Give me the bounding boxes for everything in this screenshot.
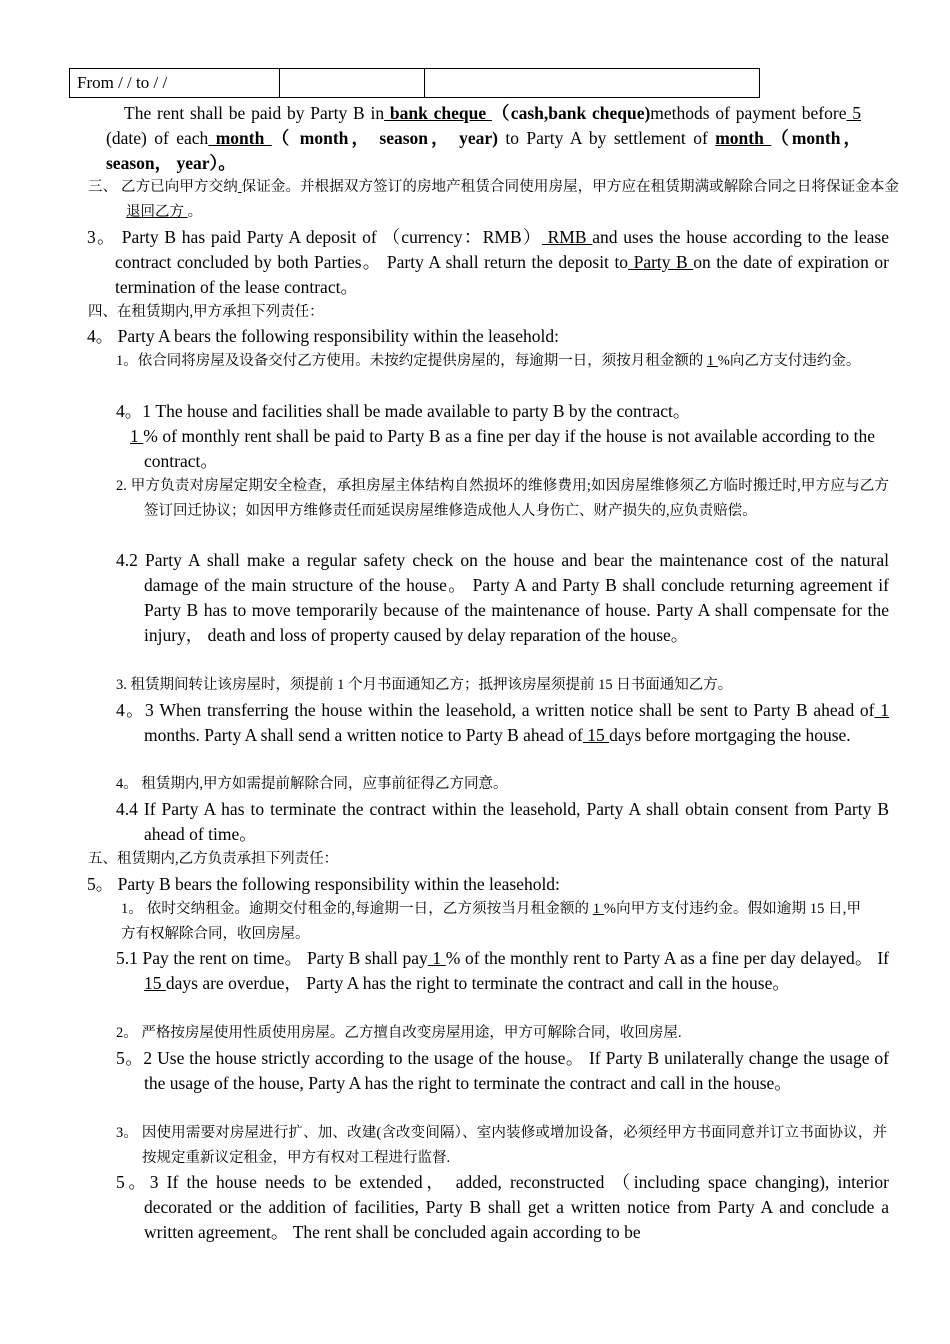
rent-payment-paragraph: The rent shall be paid by Party B in bank cheque （cash,bank cheque)methods of payment before 5 (date) of each month （ month， season， year) to Party A by settlement of month （month， season， year）。	[106, 103, 862, 173]
clause-4-2-zh: 2. 甲方负责对房屋定期安全检查，承担房屋主体结构自然损坏的维修费用;如因房屋维修须乙方临时搬迁时,甲方应与乙方签订回迁协议；如因甲方维修责任而延误房屋维修造成他人人身伤亡、财产损失的,应负责赔偿。	[116, 478, 889, 519]
clause-4-1-zh: 1。依合同将房屋及设备交付乙方使用。未按约定提供房屋的，每逾期一日，须按月租金额的 1 %向乙方支付违约金。	[116, 353, 861, 369]
clause-4-4-en: 4.4 If Party A has to terminate the contract within the leasehold, Party A shall obtain consent from Party B ahead of time。	[116, 799, 889, 844]
clause-5-1-zh: 1。 依时交纳租金。逾期交付租金的,每逾期一日，乙方须按当月租金额的 1 %向甲方支付违约金。假如逾期 15 日,甲方有权解除合同，收回房屋。	[121, 901, 862, 942]
clause-4-3-en: 4。3 When transferring the house within the leasehold, a written notice shall be sent to Party B ahead of 1 months. Party A shall send a written notice to Party B ahead of 15 days before mortgaging the house.	[116, 700, 889, 745]
clause-4-3-zh: 3. 租赁期间转让该房屋时，须提前 1 个月书面通知乙方；抵押该房屋须提前 15 日书面通知乙方。	[116, 677, 733, 693]
date-range-cell: From / / to / /	[70, 69, 280, 98]
clause-4-1-en: 4。1 The house and facilities shall be made available to party B by the contract。	[116, 401, 691, 421]
clause-4-1-fine-en: 1 % of monthly rent shall be paid to Party B as a fine per day if the house is not available according to the contract。	[130, 426, 876, 471]
clause-4-heading-zh: 四、在租赁期内,甲方承担下列责任：	[88, 304, 324, 320]
date-table	[69, 68, 760, 98]
clause-5-1-en: 5.1 Pay the rent on time。 Party B shall pay 1 % of the monthly rent to Party A as a fine per day delayed。 If 15 days are overdue， Party A has the right to terminate the contract and call in the house。	[116, 948, 890, 993]
clause-5-2-en: 5。2 Use the house strictly according to the usage of the house。 If Party B unilaterally change the usage of the usage of the house, Party A has the right to terminate the contract and call in the house。	[116, 1048, 889, 1093]
clause-5-heading-zh: 五、租赁期内,乙方负责承担下列责任：	[88, 851, 339, 867]
clause-4-2-en: 4.2 Party A shall make a regular safety check on the house and bear the maintenance cost of the natural damage of the main structure of the house。 Party A and Party B shall conclude returning agreement if Party B has to move temporarily because of the maintenance of house. Party A shall compensate for the injury， death and loss of property caused by delay reparation of the house。	[116, 550, 889, 645]
clause-4-4-zh: 4。 租赁期内,甲方如需提前解除合同，应事前征得乙方同意。	[116, 776, 508, 792]
clause-5-2-zh: 2。 严格按房屋使用性质使用房屋。乙方擅自改变房屋用途，甲方可解除合同，收回房屋.	[116, 1025, 682, 1041]
clause-5-3-zh: 3。 因使用需要对房屋进行扩、加、改建(含改变间隔）、室内装修或增加设备，必须经甲方书面同意并订立书面协议，并按规定重新议定租金，甲方有权对工程进行监督.	[116, 1125, 887, 1166]
clause-5-3-en: 5。3 If the house needs to be extended， added, reconstructed （including space changing), interior decorated or the addition of facilities, Party B shall get a written notice from Party A and conclude a written agreement。 The rent shall be concluded again according to be	[116, 1172, 889, 1242]
clause-3-en: 3。 Party B has paid Party A deposit of （currency：RMB） RMB and uses the house according to the lease contract concluded by both Parties。 Party A shall return the deposit to Party B on the date of expiration or termination of the lease contract。	[87, 227, 889, 297]
clause-3-zh: 三、 乙方已向甲方交纳 保证金。并根据双方签订的房地产租赁合同使用房屋，甲方应在租赁期满或解除合同之日将保证金本金 退回乙方 。	[88, 179, 900, 220]
table-cell-empty	[280, 69, 425, 98]
clause-5-heading-en: 5。 Party B bears the following responsibility within the leasehold:	[87, 874, 560, 894]
table-cell-empty	[425, 69, 760, 98]
clause-4-heading-en: 4。 Party A bears the following responsibility within the leasehold:	[87, 326, 559, 346]
